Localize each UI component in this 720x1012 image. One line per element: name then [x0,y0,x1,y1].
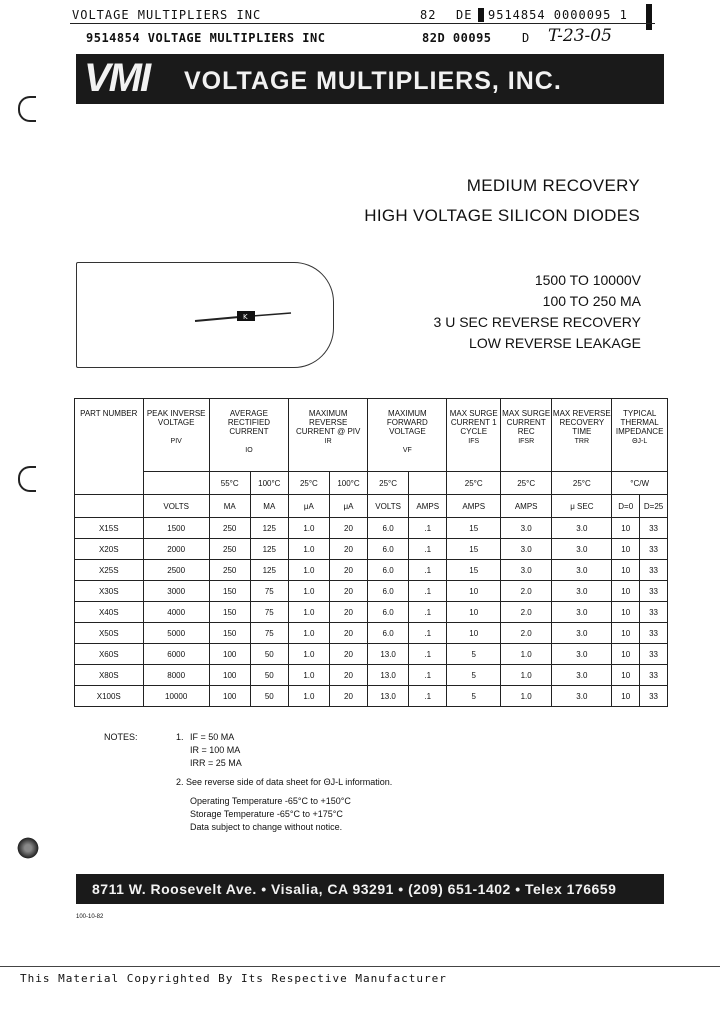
table-cell: 10 [612,539,640,560]
table-cell: .1 [408,665,447,686]
table-cell: 20 [329,581,368,602]
part-number-cell: X15S [75,518,144,539]
part-number-cell: X100S [75,686,144,707]
table-cell: 15 [447,539,501,560]
table-cell: 33 [640,518,668,539]
header-part-number: PART NUMBER [75,399,144,495]
unit-cell: AMPS [447,495,501,518]
table-cell: 33 [640,644,668,665]
table-cell: .1 [408,581,447,602]
unit-cell: D=25 [640,495,668,518]
table-cell: .1 [408,644,447,665]
table-cell: 4000 [143,602,209,623]
table-cell: .1 [408,560,447,581]
temp-cell: 25°C [500,472,551,495]
header-piv: PEAK INVERSE VOLTAGE PIV [143,399,209,472]
table-row [75,581,668,602]
table-cell: 1500 [143,518,209,539]
table-cell: 2.0 [500,581,551,602]
table-cell: 50 [250,686,289,707]
header-serial: 9514854 0000095 1 [478,8,628,22]
table-cell: 20 [329,602,368,623]
table-body [75,518,668,707]
company-name: VOLTAGE MULTIPLIERS, INC. [184,67,562,95]
table-cell: 8000 [143,665,209,686]
table-cell: 33 [640,623,668,644]
table-cell: 100 [209,665,250,686]
temp-cell: 25°C [447,472,501,495]
notes-label: NOTES: [104,732,138,742]
title-line-2: HIGH VOLTAGE SILICON DIODES [364,206,640,225]
table-cell: .1 [408,623,447,644]
table-cell: 100 [209,686,250,707]
header-avg-rectified-current: AVERAGE RECTIFIED CURRENT IO [209,399,288,472]
table-cell: 1.0 [289,560,330,581]
table-cell: 250 [209,560,250,581]
storage-temperature: Storage Temperature -65°C to +175°C [190,809,343,819]
table-cell: 1.0 [289,539,330,560]
punch-hole-mark [18,96,36,122]
unit-cell: D=0 [612,495,640,518]
table-cell: 20 [329,518,368,539]
header-line-2 [86,31,530,45]
temp-cell: 55°C [209,472,250,495]
change-notice: Data subject to change without notice. [190,822,343,832]
table-cell: 6.0 [368,581,409,602]
table-row [75,644,668,665]
diode-icon [77,263,333,367]
table-row [75,518,668,539]
table-cell: 13.0 [368,644,409,665]
table-cell: 125 [250,539,289,560]
table-cell: 100 [209,644,250,665]
header-bar-mark [646,4,652,30]
table-cell: 75 [250,602,289,623]
unit-cell: μ SEC [552,495,612,518]
table-cell: 6000 [143,644,209,665]
unit-cell: MA [250,495,289,518]
table-cell: 15 [447,518,501,539]
table-cell: 1.0 [289,623,330,644]
spec-list [434,270,641,354]
title-line-1: MEDIUM RECOVERY [466,176,640,195]
table-cell: 20 [329,644,368,665]
table-cell: 3.0 [552,560,612,581]
table-cell: 50 [250,665,289,686]
unit-cell: VOLTS [368,495,409,518]
temp-cell: 25°C [368,472,409,495]
table-cell: 33 [640,686,668,707]
table-cell: 1.0 [289,665,330,686]
table-cell: 6.0 [368,518,409,539]
table-row [75,602,668,623]
header-company: VOLTAGE MULTIPLIERS INC [72,8,262,22]
temp-cell [408,472,447,495]
header-code-82: 82 [420,8,437,22]
diode-illustration-box [76,262,334,368]
table-cell: .1 [408,602,447,623]
table-row [75,560,668,581]
header-line2-d: D [522,31,530,45]
table-cell: 3.0 [552,665,612,686]
company-logo: VMI [84,56,150,100]
table-cell: 10 [612,644,640,665]
note-2: 2. See reverse side of data sheet for ΘJ-L information. [176,777,393,787]
table-cell: 3000 [143,581,209,602]
company-address: 8711 W. Roosevelt Ave. • Visalia, CA 93291 • (209) 651-1402 • Telex 176659 [92,881,617,897]
spec-current: 100 TO 250 MA [542,293,641,309]
spec-voltage: 1500 TO 10000V [534,272,641,288]
table-cell: 20 [329,686,368,707]
handwritten-code: T-23-05 [548,26,612,46]
header-max-surge-current-rec: MAX SURGE CURRENT REC IFSR [500,399,551,472]
table-cell: 1.0 [500,665,551,686]
unit-cell: MA [209,495,250,518]
diode-spec-table [74,398,668,707]
table-cell: 3.0 [552,518,612,539]
table-cell: 150 [209,581,250,602]
table-cell: 10 [612,581,640,602]
part-number-cell: X40S [75,602,144,623]
part-number-cell: X30S [75,581,144,602]
table-cell: 5 [447,644,501,665]
table-row [75,686,668,707]
table-cell: 2500 [143,560,209,581]
table-cell: 13.0 [368,665,409,686]
copyright-rule [0,966,720,967]
table-cell: 1.0 [289,644,330,665]
table-cell: 3.0 [500,518,551,539]
temp-cell: 100°C [250,472,289,495]
table-cell: 3.0 [552,686,612,707]
table-cell: 1.0 [500,644,551,665]
table-row [75,623,668,644]
table-cell: 20 [329,560,368,581]
table-cell: 1.0 [289,581,330,602]
note-1-irr: IRR = 25 MA [190,758,242,768]
table-cell: 250 [209,539,250,560]
table-cell: 3.0 [500,560,551,581]
punch-hole-mark [18,466,36,492]
header-line2-company: 9514854 VOLTAGE MULTIPLIERS INC [86,31,326,45]
table-cell: 6.0 [368,539,409,560]
table-cell: 1.0 [289,602,330,623]
table-cell: 75 [250,623,289,644]
table-cell: 13.0 [368,686,409,707]
table-cell: 15 [447,560,501,581]
header-line-1 [72,8,628,22]
table-cell: 1.0 [500,686,551,707]
table-cell: 2000 [143,539,209,560]
table-cell: 150 [209,623,250,644]
table-row [75,539,668,560]
unit-cell: VOLTS [143,495,209,518]
table-cell: 10 [612,665,640,686]
temp-cell [143,472,209,495]
table-cell: 2.0 [500,602,551,623]
table-cell: 250 [209,518,250,539]
table-cell: 33 [640,539,668,560]
temp-cell: 25°C [552,472,612,495]
table-cell: 10 [447,581,501,602]
table-cell: .1 [408,518,447,539]
company-banner [76,54,664,104]
table-cell: 33 [640,560,668,581]
table-cell: 125 [250,560,289,581]
table-cell: 2.0 [500,623,551,644]
table-cell: 1.0 [289,686,330,707]
table-cell: 50 [250,644,289,665]
table-cell: 5000 [143,623,209,644]
table-cell: 10 [612,623,640,644]
header-line2-code: 82D 00095 [422,31,492,45]
svg-text:K: K [243,313,248,321]
table-cell: 10 [612,560,640,581]
table-cell: 20 [329,539,368,560]
header-code-de: DE [456,8,473,22]
table-cell: 150 [209,602,250,623]
table-cell: 10 [612,602,640,623]
note-1-number: 1. [176,732,184,742]
table-cell: 33 [640,602,668,623]
table-cell: 6.0 [368,602,409,623]
document-number: 100-10-82 [76,914,104,920]
table-cell: 5 [447,686,501,707]
temp-cell: 25°C [289,472,330,495]
header-max-surge-current: MAX SURGE CURRENT 1 CYCLE IFS [447,399,501,472]
unit-cell: AMPS [408,495,447,518]
header-rule [70,23,655,24]
part-number-cell: X60S [75,644,144,665]
part-number-cell: X20S [75,539,144,560]
temp-cell: 100°C [329,472,368,495]
table-cell: 1.0 [289,518,330,539]
table-cell: 33 [640,665,668,686]
operating-temperature: Operating Temperature -65°C to +150°C [190,796,351,806]
part-number-cell: X80S [75,665,144,686]
header-thermal-impedance: TYPICAL THERMAL IMPEDANCE ΘJ-L [612,399,668,472]
table-cell: 75 [250,581,289,602]
temp-cell: °C/W [612,472,668,495]
table-cell: 3.0 [552,539,612,560]
spec-recovery: 3 U SEC REVERSE RECOVERY [433,314,641,330]
table-cell: 20 [329,665,368,686]
header-max-reverse-current: MAXIMUM REVERSE CURRENT @ PIV IR [289,399,368,472]
unit-cell: μA [329,495,368,518]
unit-cell [75,495,144,518]
punch-hole-mark [16,836,40,860]
table-cell: 10 [612,518,640,539]
table-row [75,665,668,686]
table-cell: 6.0 [368,560,409,581]
table-cell: 20 [329,623,368,644]
table-cell: 3.0 [552,644,612,665]
note-1-ir: IR = 100 MA [190,745,241,755]
table-cell: .1 [408,686,447,707]
table-cell: 10000 [143,686,209,707]
table-cell: 5 [447,665,501,686]
table-cell: 10 [612,686,640,707]
spec-leakage: LOW REVERSE LEAKAGE [469,335,641,351]
header-max-reverse-recovery: MAX REVERSE RECOVERY TIME TRR [552,399,612,472]
table-cell: 10 [447,623,501,644]
header-max-forward-voltage: MAXIMUM FORWARD VOLTAGE VF [368,399,447,472]
table-cell: 3.0 [552,623,612,644]
part-number-cell: X50S [75,623,144,644]
table-cell: 3.0 [500,539,551,560]
copyright-notice: This Material Copyrighted By Its Respective Manufacturer [20,972,447,985]
unit-cell: AMPS [500,495,551,518]
table-cell: 6.0 [368,623,409,644]
note-1-if: IF = 50 MA [190,732,235,742]
table-cell: 125 [250,518,289,539]
table-cell: 3.0 [552,581,612,602]
table-cell: .1 [408,539,447,560]
part-number-cell: X25S [75,560,144,581]
table-cell: 10 [447,602,501,623]
table-cell: 3.0 [552,602,612,623]
unit-cell: μA [289,495,330,518]
table-cell: 33 [640,581,668,602]
address-banner [76,874,664,904]
